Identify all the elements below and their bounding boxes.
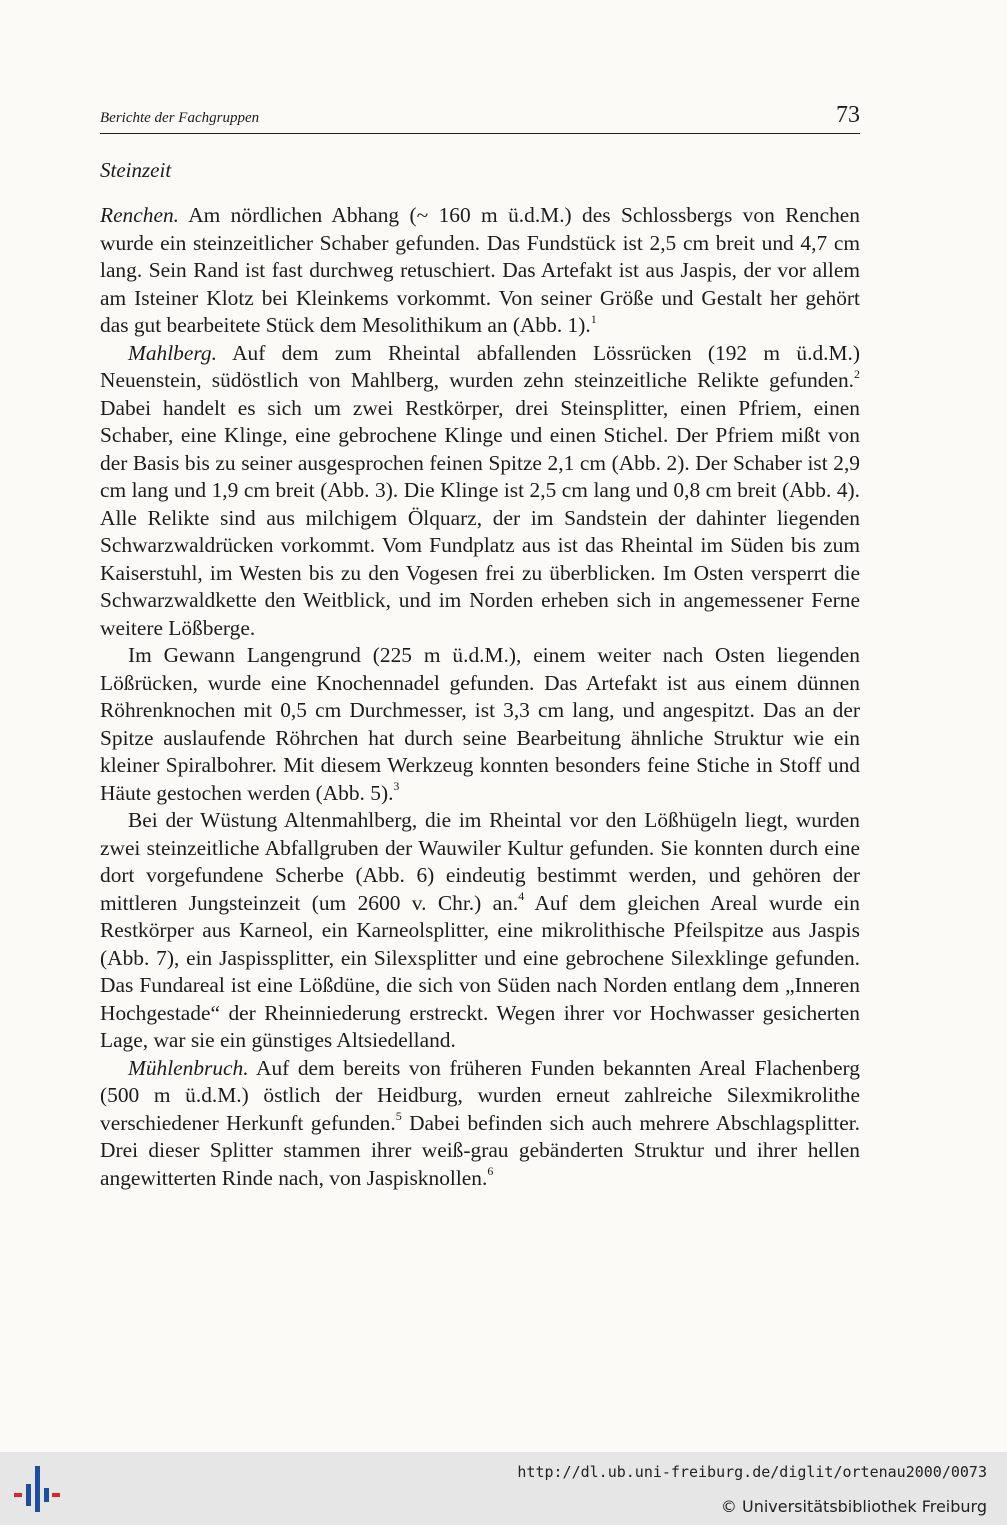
paragraph-text: Auf dem zum Rheintal abfallenden Lössrücken (192 m ü.d.M.) Neuenstein, südöstlich von Mahlberg, wurden zehn steinzeitliche Relikte gefunden. bbox=[100, 340, 860, 392]
page-number: 73 bbox=[836, 102, 860, 128]
ub-freiburg-logo-icon[interactable] bbox=[14, 1466, 60, 1512]
paragraph-text: Dabei handelt es sich um zwei Restkörper, drei Steinsplitter, einen Pfriem, einen Schaber, eine Klinge, eine gebrochene Klinge und einen Stichel. Der Pfriem mißt von der Basis bis zu seiner ausgesprochen feinen Spitze 2,1 cm (Abb. 2). Der Schaber ist 2,9 cm lang und 1,9 cm breit (Abb. 3). Die Klinge ist 2,5 cm lang und 0,8 cm breit (Abb. 4). Alle Relikte sind aus milchigem Ölquarz, der im Sandstein der dahinter liegenden Schwarzwaldrücken vorkommt. Vom Fundplatz aus ist das Rheintal im Süden bis zum Kaiserstuhl, im Westen bis zu den Vogesen frei zu überblicken. Im Osten versperrt die Schwarzwaldkette den Weitblick, und im Norden erheben sich in angemessener Ferne weitere Lößberge. bbox=[100, 395, 860, 640]
place-name: Mahlberg. bbox=[128, 340, 217, 365]
paragraph bbox=[100, 642, 860, 807]
place-name: Renchen. bbox=[100, 203, 179, 227]
copyright-notice: © Universitätsbibliothek Freiburg bbox=[720, 1497, 987, 1516]
paragraph-text: Im Gewann Langengrund (225 m ü.d.M.), einem weiter nach Osten liegenden Lößrücken, wurde eine Knochennadel gefunden. Das Artefakt ist aus einem dünnen Röhrenknochen mit 0,5 cm Durchmesser, ist 3,3 cm lang, und angespitzt. Das an der Spitze auslaufende Röhrchen hat durch seine Bearbeitung ähnliche Struktur wie ein kleiner Spiralbohrer. Mit diesem Werkzeug konnten besonders feine Stiche in Stoff und Häute gestochen werden (Abb. 5). bbox=[100, 643, 860, 805]
paragraph bbox=[100, 807, 860, 1055]
footnote-ref[interactable]: 1 bbox=[590, 311, 597, 326]
paragraph-text: Bei der Wüstung Altenmahlberg, die im Rheintal vor den Lößhügeln liegt, wurden zwei steinzeitliche Abfallgruben der Wauwiler Kultur gefunden. Sie konnten durch eine dort vorgefundene Scherbe (Abb. 6) eindeutig bestimmt werden, und gehören der mittleren Jungsteinzeit (um 2600 v. Chr.) an. bbox=[100, 808, 860, 915]
place-name: Mühlenbruch. bbox=[128, 1055, 249, 1080]
paragraph bbox=[100, 1055, 860, 1193]
paragraph bbox=[100, 202, 860, 340]
footnote-ref[interactable]: 3 bbox=[393, 779, 400, 794]
paragraph-text: Auf dem bereits von früheren Funden bekannten Areal Flachenberg (500 m ü.d.M.) östlich der Heidburg, wurden erneut zahlreiche Silexmikrolithe verschiedener Herkunft gefunden. bbox=[100, 1055, 860, 1135]
document-url[interactable]: http://dl.ub.uni-freiburg.de/diglit/ortenau2000/0073 bbox=[517, 1463, 987, 1481]
paragraph bbox=[100, 340, 860, 643]
viewer-footer bbox=[0, 1452, 1007, 1525]
running-title: Berichte der Fachgruppen bbox=[100, 110, 260, 126]
body-text bbox=[100, 202, 860, 1192]
footnote-ref[interactable]: 6 bbox=[487, 1164, 494, 1179]
footnote-ref[interactable]: 5 bbox=[395, 1109, 402, 1124]
paragraph-text: Dabei befinden sich auch mehrere Abschlagsplitter. Drei dieser Splitter stammen ihrer weiß-grau gebänderten Struktur und ihrer hellen angewitterten Rinde nach, von Jaspisknollen. bbox=[100, 1110, 860, 1190]
paragraph-text: Am nördlichen Abhang (~ 160 m ü.d.M.) des Schlossbergs von Renchen wurde ein steinzeitlicher Schaber gefunden. Das Fundstück ist 2,5 cm breit und 4,7 cm lang. Sein Rand ist fast durchweg retuschiert. Das Artefakt ist aus Jaspis, der vor allem am Isteiner Klotz bei Kleinkems vorkommt. Von seiner Größe und Gestalt her gehört das gut bearbeitete Stück dem Mesolithikum an (Abb. 1). bbox=[100, 203, 860, 337]
page-header bbox=[100, 103, 860, 134]
footnote-ref[interactable]: 2 bbox=[854, 366, 860, 381]
footnote-ref[interactable]: 4 bbox=[518, 889, 525, 904]
paragraph-text: Auf dem gleichen Areal wurde ein Restkörper aus Karneol, ein Karneolsplitter, eine mikrolithische Pfeilspitze aus Jaspis (Abb. 7), ein Jaspissplitter, ein Silexsplitter und eine gebrochene Silexklinge gefunden. Das Fundareal ist eine Lößdüne, die sich von Süden nach Norden entlang dem „Inneren Hochgestade“ der Rheinniederung erstreckt. Wegen ihrer vor Hochwasser gesicherten Lage, war sie ein günstiges Altsiedelland. bbox=[100, 890, 860, 1052]
section-title: Steinzeit bbox=[100, 158, 172, 182]
